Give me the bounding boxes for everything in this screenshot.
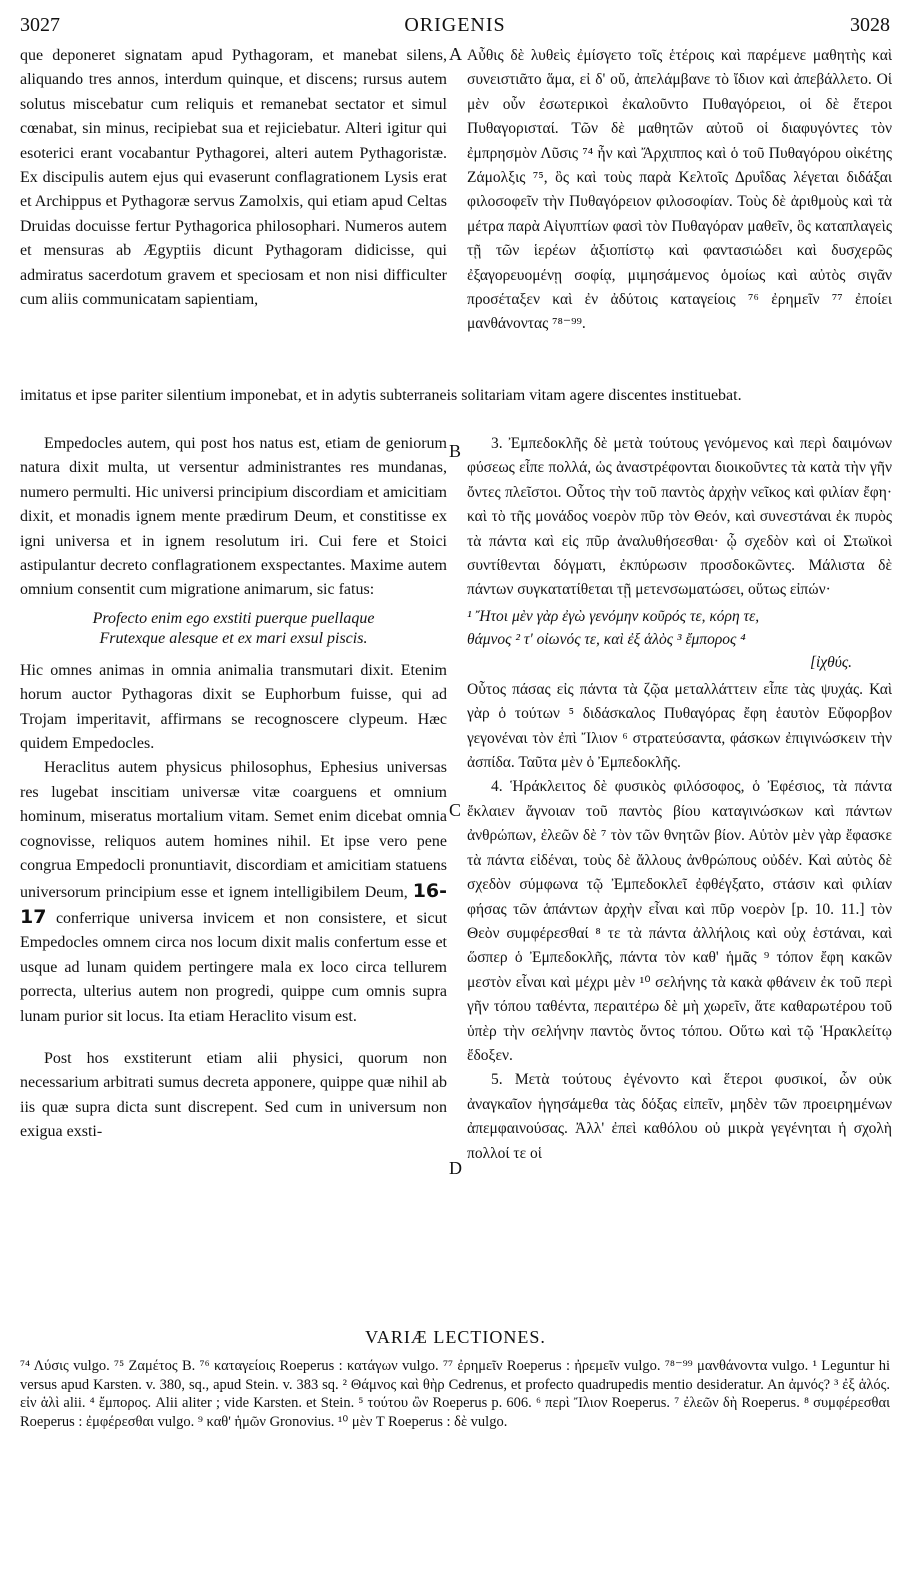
latin-paragraph-3: Hic omnes animas in omnia animalia transmutari dixit. Etenim horum auctor Pythagoras dixit se Euphorbum fuisse, qui ad Trojam imperitavit, affirmans se recognoscere clypeum. Hæc quidem Empedocles. bbox=[20, 661, 447, 753]
variae-lectiones-notes: ⁷⁴ Λύσις vulgo. ⁷⁵ Ζαμέτος B. ⁷⁶ καταγείοις Roeperus : κατάγων vulgo. ⁷⁷ ἐρημεῖν Roeperus : ἠρεμεῖν vulgo. ⁷⁸⁻⁹⁹ μανθάνοντα vulgo. ¹ Leguntur hi versus apud Karsten. v. 380, sq., apud Stein. v. 383 sq. ² Θάμνος καὶ θὴρ Cedrenus, et profecto quadrupedis mentio desideratur. An ἀμνός? ³ ἐξ ἁλός. εἰν ἁλὶ alii. ⁴ ἔμπορος. Alii aliter ; vide Karsten. et Stein. ⁵ τούτου ὢν Roeperus p. 606. ⁶ περὶ Ἴλιον Roeperus. ⁷ ἐλεῶν δὴ Roeperus. ⁸ συμφέρεσθαι Roeperus : ἐμφέρεσθαι vulgo. ⁹ καθ' ἡμῶν Gronovius. ¹⁰ μὲν T Roeperus : δὲ vulgo. bbox=[20, 1358, 890, 1430]
latin-verse bbox=[20, 609, 447, 649]
latin-paragraph-4 bbox=[20, 756, 447, 1028]
greek-verse-line-2: θάμνος ² τ' οἰωνός τε, καὶ ἐξ ἁλὸς ³ ἔμπορος ⁴ bbox=[467, 630, 746, 648]
column-number-marker: 16-17 bbox=[20, 879, 448, 928]
margin-letter-a: A bbox=[449, 44, 462, 64]
greek-column-bottom bbox=[467, 432, 892, 1166]
greek-paragraph-3: Οὗτος πάσας εἰς πάντα τὰ ζῷα μεταλλάττειν εἶπε τὰς ψυχάς. Καὶ γὰρ ὁ τούτων ⁵ διδάσκαλος Πυθαγόρας ἔφη ἑαυτὸν Εὔφορβον γεγονέναι τὸν ἐπὶ Ἴλιον ⁶ στρατεύσαντα, φάσκων ἐπιγινώσκειν τὴν ἀσπίδα. Ταῦτα μὲν ὁ Ἐμπεδοκλῆς. bbox=[467, 680, 892, 772]
latin-full-line: imitatus et ipse pariter silentium imponebat, et in adytis subterraneis solitariam vitam agere discentes instituebat. bbox=[20, 387, 742, 404]
right-page-number: 3028 bbox=[850, 14, 890, 36]
left-page-number: 3027 bbox=[20, 14, 60, 36]
latin-paragraph-4b: conferrique universa invicem et non consistere, et sicut Empedocles omnem circa nos locum dixit malis confertum esse et usque ad lunam quidem pertingere mala ex loco circa tellurem porrecta, ulterius autem non progredi, quippe cum omnis supra lunam purior sit locus. Ita etiam Heraclito visum est. bbox=[20, 909, 448, 1025]
latin-paragraph-5: Post hos exstiterunt etiam alii physici, quorum non necessarium arbitrati sumus decreta apponere, quippe quæ nihil ab iis quæ supra dicta sunt discrepent. Sed cum in universum non exigua exsti- bbox=[20, 1049, 447, 1141]
latin-paragraph-1: que deponeret signatam apud Pythagoram, et manebat silens, aliquando tres annos, interdum quinque, et discens; rursus autem solutus miscebatur cum reliquis et remanebat sectator et simul cœnabat, sin minus, recipiebat sua et rejiciebatur. Alteri igitur qui esoterici erant vocabantur Pythagorei, alteri autem Pythagoristæ. Ex discipulis autem ejus qui evaserunt conflagrationem Lysis erat et Archippus et Pythagoræ servus Zamolxis, qui etiam apud Celtas Druidas docuisse fertur Pythagorica philosophari. Numeros autem et mensuras ab Ægyptiis dicunt Pythagoram didicisse, qui admiratus sacerdotum gravem et speciosam et non nisi difficulter cum aliis communicatam sapientiam, bbox=[20, 47, 447, 309]
latin-paragraph-4a: Heraclitus autem physicus philosophus, Ephesius universas res lugebat inscitiam universæ vitæ coarguens et omnium hominum, miseratus mortalium vitam. Semet enim dicebat omnia cognovisse, reliquos autem homines nihil. Et ipse vero pene congrua Empedocli pronuntiavit, discordiam et amicitiam statuens universorum principium esse et ignem intelligibilem Deum, bbox=[20, 759, 447, 901]
margin-letter-d: D bbox=[449, 1158, 462, 1178]
greek-verse-line-1: ¹ Ἤτοι μὲν γὰρ ἐγὼ γενόμην κοῦρός τε, κόρη τε, bbox=[467, 607, 760, 625]
latin-paragraph-2: Empedocles autem, qui post hos natus est, etiam de geniorum natura dixit multa, ut versentur administrantes res mundanas, numero permulti. Hic universi principium discordiam et amicitiam dixit, et monadis ignem mente prædirum Deum, et constitisse ex igni universa et in ignem resolutum iri. Cui fere et Stoici astipulantur decreto conflagrationem exspectantes. Maxime autem omnium consentit cum migratione animarum, sic fatus: bbox=[20, 435, 447, 599]
margin-letter-c: C bbox=[449, 800, 462, 820]
margin-letter-b: B bbox=[449, 441, 462, 461]
greek-paragraph-5: 5. Μετὰ τούτους ἐγένοντο καὶ ἕτεροι φυσικοί, ὧν οὐκ ἀναγκαῖον ἡγησάμεθα τὰς δόξας εἰπεῖν, μηδὲν τῶν προειρημένων ἀπεμφαινούσας. Ἀλλ' ἐπεὶ καθόλου οὐ μικρὰ γεγένηται ἡ σχολὴ πολλοί τε οἱ bbox=[467, 1071, 892, 1162]
greek-verse bbox=[467, 605, 892, 674]
greek-column-top bbox=[467, 44, 892, 337]
full-width-line bbox=[20, 384, 890, 408]
variae-lectiones-heading: VARIÆ LECTIONES. bbox=[365, 1327, 546, 1347]
greek-paragraph-4: 4. Ἡράκλειτος δὲ φυσικὸς φιλόσοφος, ὁ Ἐφέσιος, τὰ πάντα ἔκλαιεν ἄγνοιαν τοῦ παντὸς βίου καταγινώσκων καὶ πάντων ἀνθρώπων, ἐλεῶν δὲ ⁷ τὸν τῶν θνητῶν βίον. Αὑτὸν μὲν γὰρ ἔφασκε τὰ πάντα εἰδέναι, τοὺς δὲ ἄλλους ἀνθρώπους οὐδέν. Καὶ αὐτὸς δὲ σχεδὸν σύμφωνα τῷ Ἐμπεδοκλεῖ ἐφθέγξατο, στάσιν καὶ φιλίαν φήσας τῶν ἁπάντων ἀρχὴν εἶναι καὶ πῦρ νοερὸν [p. 10. 11.] τὸν Θεὸν συμφέρεσθαί ⁸ τε τὰ πάντα ἀλλήλοις καὶ οὐχ ἑστάναι, καὶ ὥσπερ ὁ Ἐμπεδοκλῆς, πάντα τὸν καθ' ἡμᾶς ⁹ τόπον ἔφη κακῶν μεστὸν εἶναι καὶ μέχρι μὲν ¹⁰ σελήνης τὰ κακὰ φθάνειν ἐκ τοῦ περὶ γῆν τόπου ταθέντα, περαιτέρω δὲ μὴ χωρεῖν, ἅτε καθαρωτέρου τοῦ ὑπὲρ τὴν σελήνην παντὸς ὄντος τόπου. Οὕτω καὶ τῷ Ἡρακλείτῳ ἔδοξεν. bbox=[467, 778, 892, 1064]
latin-verse-line-1: Profecto enim ego exstiti puerque puellaque bbox=[92, 609, 375, 627]
greek-paragraph-1: Αὖθις δὲ λυθεὶς ἐμίσγετο τοῖς ἑτέροις καὶ παρέμενε μαθητὴς καὶ συνειστιᾶτο ἅμα, εἰ δ' οὔ, ἀπελάμβανε τὸ ἴδιον καὶ ἀπεβάλλετο. Οἱ μὲν οὖν ἐσωτερικοὶ ἐκαλοῦντο Πυθαγόρειοι, οἱ δὲ ἕτεροι Πυθαγορισταί. Τῶν δὲ μαθητῶν αὐτοῦ οἱ διαφυγόντες τὸν ἐμπρησμὸν Λῦσις ⁷⁴ ἦν καὶ Ἄρχιππος καὶ ὁ τοῦ Πυθαγόρου οἰκέτης Ζάμολξις ⁷⁵, ὃς καὶ τοὺς παρὰ Κελτοῖς Δρυΐδας λέγεται διδάξαι φιλοσοφεῖν τὴν Πυθαγόρειον φιλοσοφίαν. Τοὺς δὲ ἀριθμοὺς καὶ τὰ μέτρα παρὰ Αἰγυπτίων φασὶ τὸν Πυθαγόραν μαθεῖν, ὃς καταπλαγεὶς τῇ τῶν ἱερέων ἀξιοπίστῳ καὶ φαντασιώδει καὶ δυσχερῶς ἐξαγορευομένῃ σοφίᾳ, μιμησάμενος ὁμοίως καὶ αὐτὸς σιγᾶν προσέταξεν καὶ ἐν ἀδύτοις καταγείοις ⁷⁶ ἐρημεῖν ⁷⁷ ἐποίει μανθάνοντας ⁷⁸⁻⁹⁹. bbox=[467, 47, 892, 333]
running-header bbox=[20, 14, 890, 40]
greek-paragraph-2: 3. Ἐμπεδοκλῆς δὲ μετὰ τούτους γενόμενος καὶ περὶ δαιμόνων φύσεως εἶπε πολλά, ὡς ἀναστρέφονται διοικοῦντες τὰ κατὰ τὴν γῆν ὄντες πλεῖστοι. Οὗτος τὴν τοῦ παντὸς ἀρχὴν νεῖκος καὶ φιλίαν ἔφη· καὶ τὸ τῆς μονάδος νοερὸν πῦρ τὸν Θεόν, καὶ συνεστάναι ἐκ πυρὸς τὰ πάντα καὶ εἰς πῦρ ἀναλυθήσεσθαι· ᾧ σχεδὸν καὶ οἱ Στωϊκοὶ συντίθενται δόγματι, ἐκπύρωσιν προσδοκῶντες. Μάλιστα δὲ πάντων συγκατατίθεται τῇ μετενσωματώσει, οὕτως εἰπών· bbox=[467, 435, 892, 599]
latin-column-top bbox=[20, 44, 447, 312]
latin-column-bottom bbox=[20, 432, 447, 1145]
latin-verse-line-2: Frutexque alesque et ex mari exsul piscis. bbox=[99, 629, 368, 647]
running-title: ORIGENIS bbox=[404, 14, 506, 36]
greek-verse-line-3: [ἰχθύς. bbox=[809, 653, 852, 671]
